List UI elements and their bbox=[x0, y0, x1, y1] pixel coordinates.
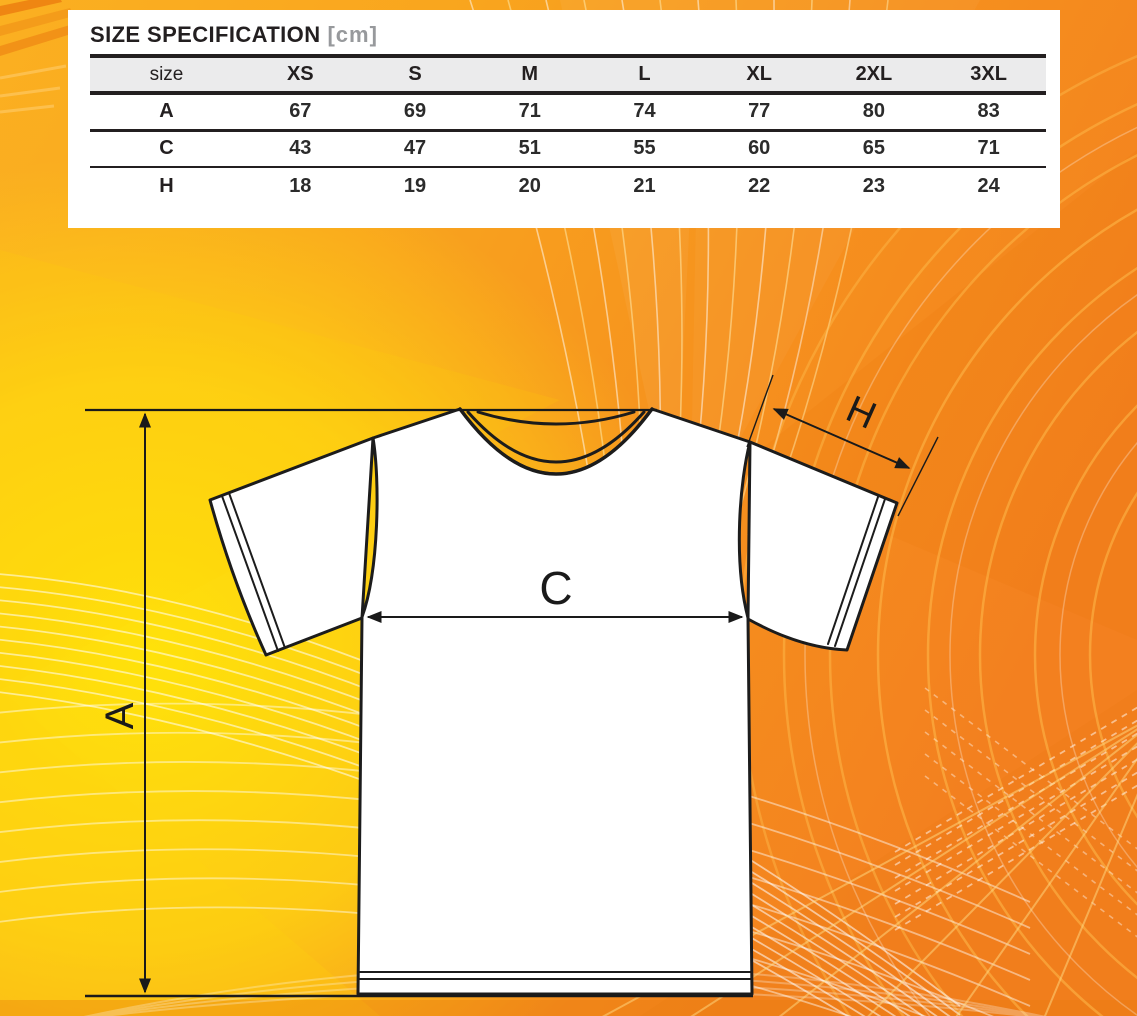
measurement-cell: 18 bbox=[289, 174, 312, 197]
col-header-3xl: 3XL bbox=[970, 63, 1007, 85]
measurement-cell: 67 bbox=[289, 100, 312, 123]
measurement-cell: 65 bbox=[862, 137, 886, 160]
col-header-2xl: 2XL bbox=[855, 63, 893, 85]
measurement-cell: 77 bbox=[748, 100, 771, 123]
table-row-a bbox=[90, 93, 1046, 130]
measurement-cell: 80 bbox=[862, 100, 886, 123]
col-header-xs: XS bbox=[286, 63, 314, 85]
size-table-header-row bbox=[90, 56, 1046, 93]
table-row-h bbox=[90, 167, 1046, 204]
measurement-cell: 71 bbox=[518, 100, 541, 123]
col-header-size: size bbox=[149, 63, 184, 85]
measurement-cell: 21 bbox=[633, 174, 656, 197]
measurement-cell: 60 bbox=[748, 137, 771, 160]
measurement-cell: 83 bbox=[977, 100, 1000, 123]
measurement-cell: 22 bbox=[748, 174, 771, 197]
spec-unit: [cm] bbox=[327, 22, 378, 47]
measurement-cell: 74 bbox=[633, 100, 656, 123]
shirt-body bbox=[358, 409, 752, 994]
measurement-cell: 69 bbox=[403, 100, 427, 123]
measurement-cell: 24 bbox=[977, 174, 1000, 197]
size-table bbox=[90, 54, 1046, 204]
row-label: A bbox=[159, 100, 174, 123]
dim-label-c: C bbox=[539, 562, 573, 614]
measurement-cell: 71 bbox=[977, 137, 1000, 160]
measurement-cell: 19 bbox=[403, 174, 427, 197]
measurement-cell: 55 bbox=[633, 137, 656, 160]
col-header-l: L bbox=[638, 63, 651, 85]
measurement-cell: 20 bbox=[518, 174, 541, 197]
measurement-cell: 43 bbox=[289, 137, 312, 160]
table-row-c bbox=[90, 130, 1046, 167]
measurement-cell: 23 bbox=[862, 174, 886, 197]
dim-label-h: H bbox=[839, 388, 883, 438]
measurement-cell: 47 bbox=[403, 137, 427, 160]
row-label: C bbox=[159, 137, 174, 160]
col-header-xl: XL bbox=[746, 63, 772, 85]
col-header-s: S bbox=[408, 63, 422, 85]
size-spec-panel bbox=[68, 10, 1060, 228]
spec-title: SIZE SPECIFICATION bbox=[90, 22, 321, 47]
col-header-m: M bbox=[521, 63, 539, 85]
measurement-cell: 51 bbox=[518, 137, 541, 160]
panel-title bbox=[90, 22, 1046, 48]
dim-label-a: A bbox=[98, 702, 142, 730]
row-label: H bbox=[159, 174, 174, 197]
